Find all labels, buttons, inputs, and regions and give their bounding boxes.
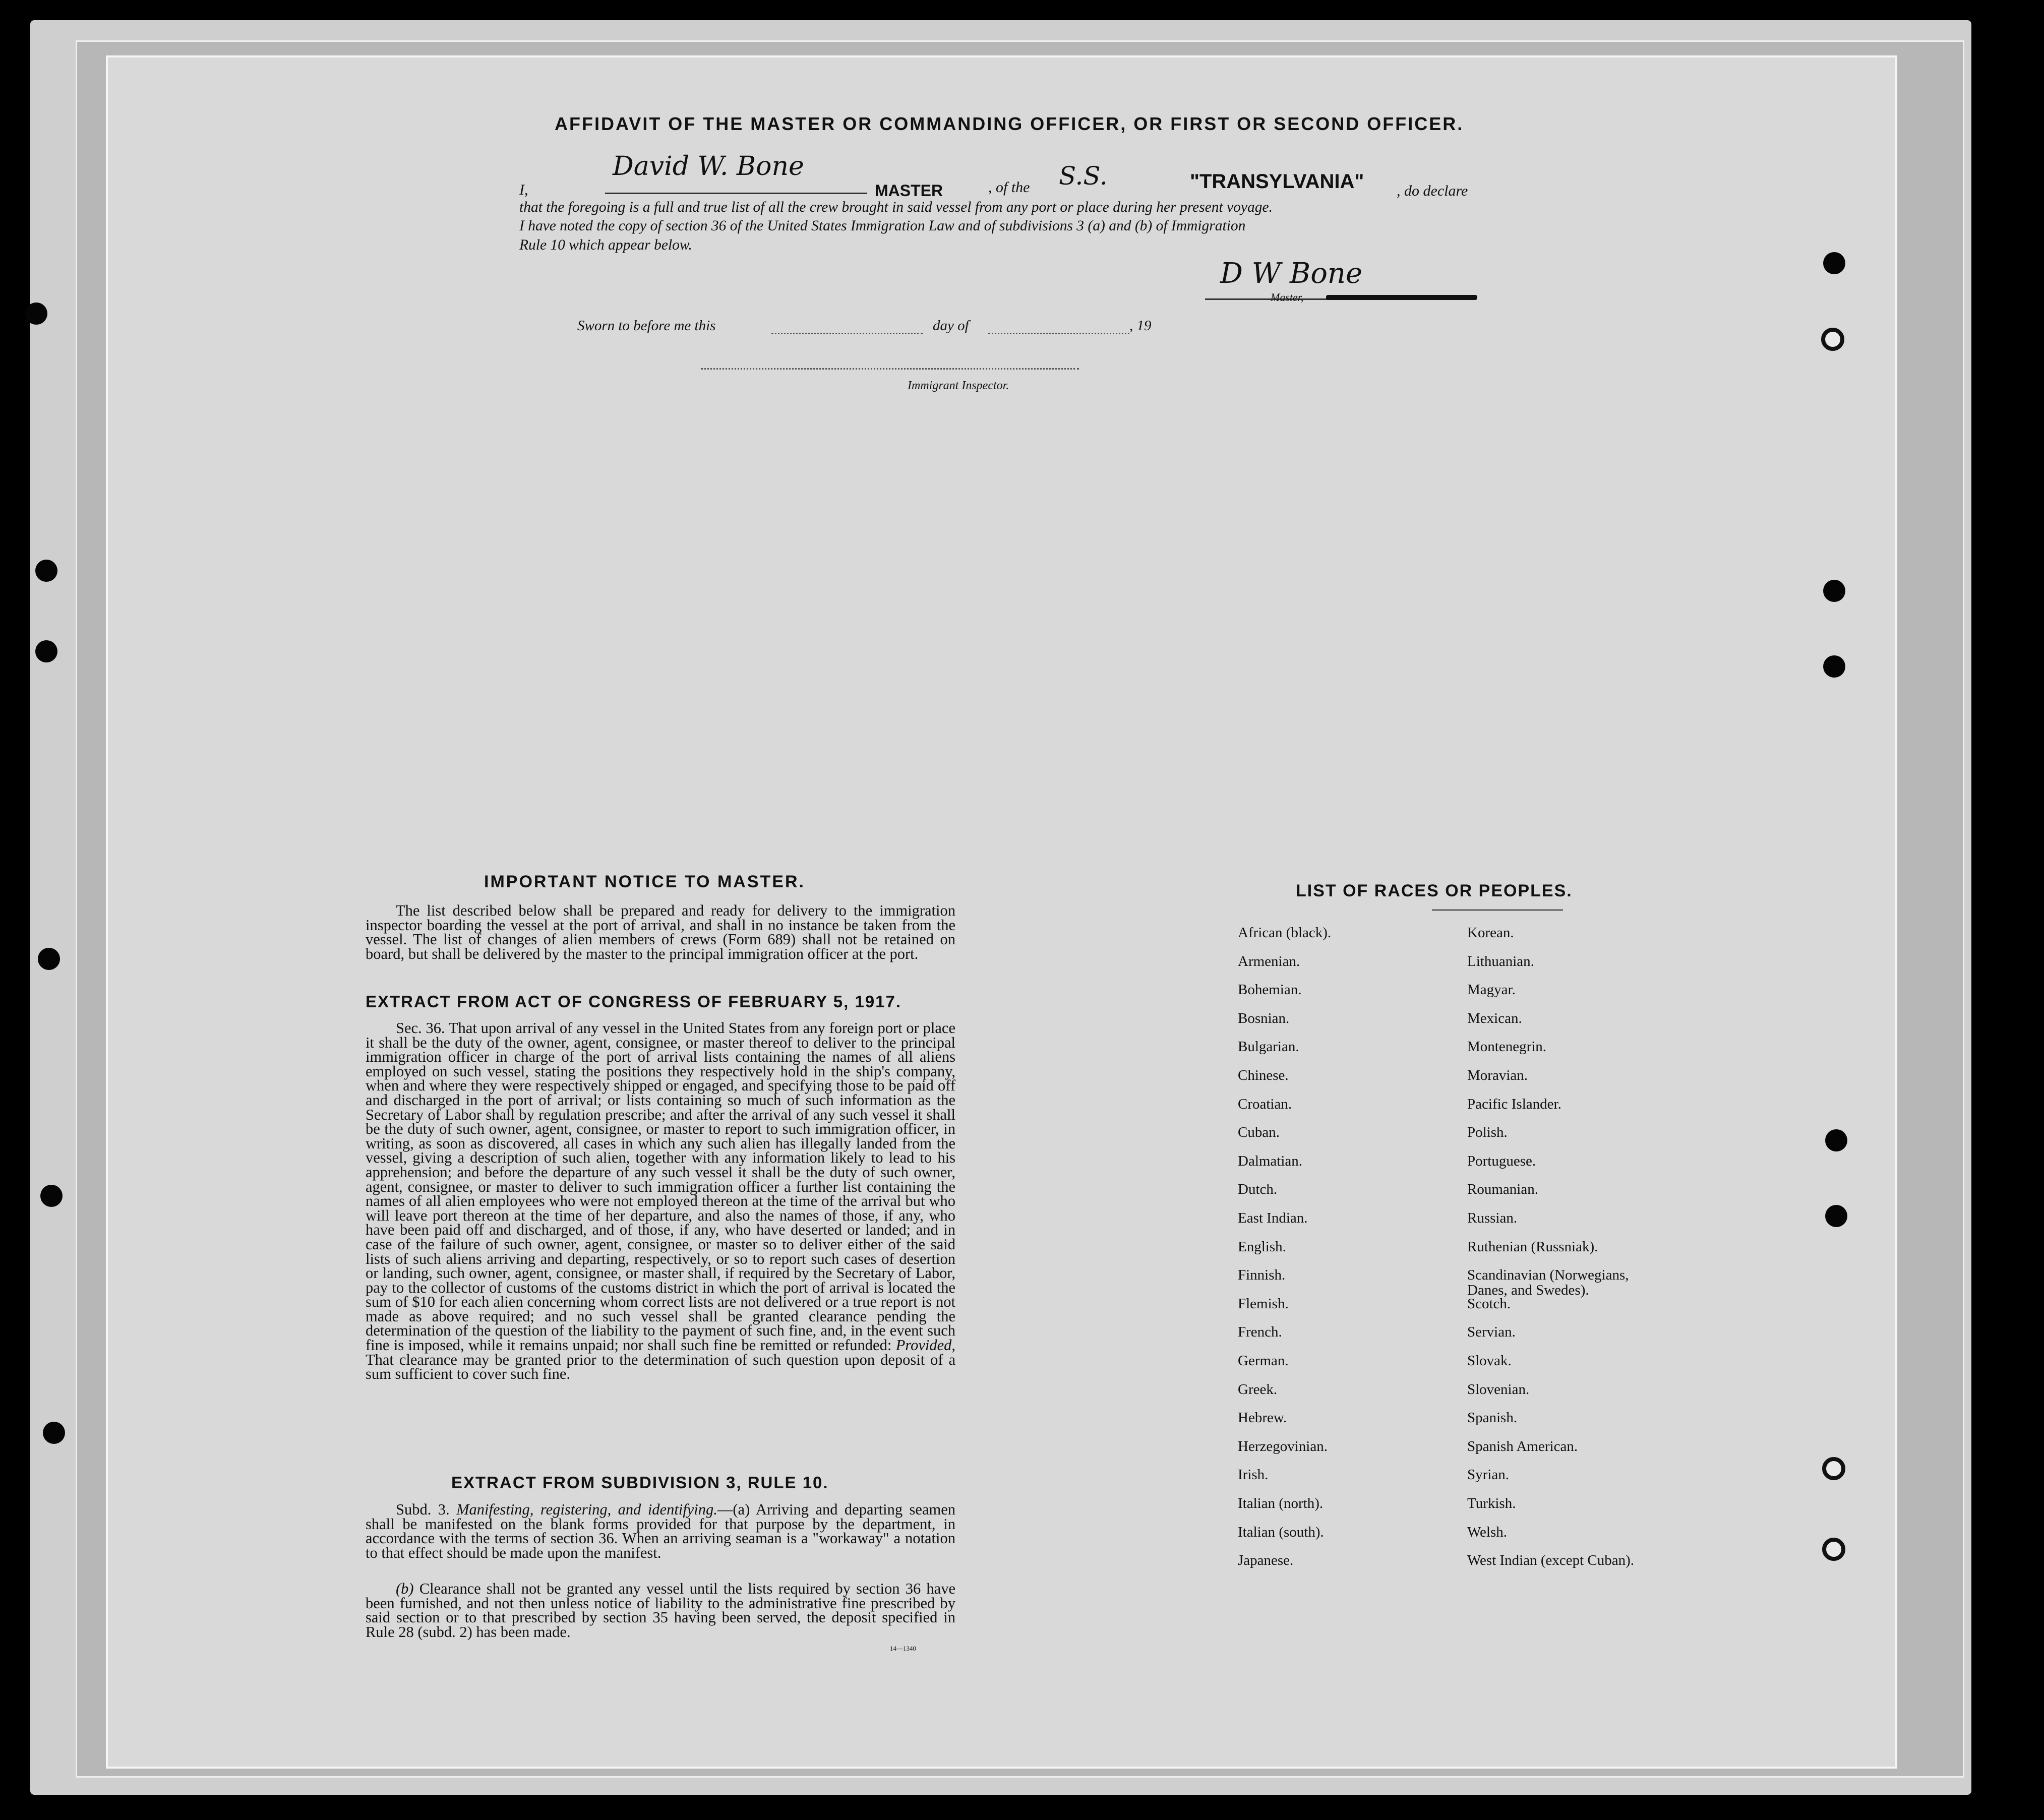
subd-heading: Manifesting, registering, and identifying. — [456, 1501, 717, 1518]
inspector-caption: Immigrant Inspector. — [908, 379, 1009, 392]
rule-para-a — [366, 1502, 955, 1560]
race-item: Finnish. — [1238, 1267, 1286, 1284]
race-item: Lithuanian. — [1467, 953, 1534, 969]
declare-text: , do declare — [1397, 183, 1468, 199]
race-item: Ruthenian (Russniak). — [1467, 1238, 1598, 1255]
affidavit-pronoun: I, — [519, 181, 528, 198]
race-item: French. — [1238, 1324, 1282, 1341]
race-item: West Indian (except Cuban). — [1467, 1552, 1635, 1569]
race-item: Montenegrin. — [1467, 1039, 1547, 1055]
race-item: Syrian. — [1467, 1467, 1509, 1483]
officer-signature: D W Bone — [1220, 257, 1363, 290]
race-item: Mexican. — [1467, 1010, 1522, 1026]
punch-hole — [35, 640, 57, 662]
race-item: Dalmatian. — [1238, 1152, 1303, 1169]
affidavit-line-2: that the foregoing is a full and true list of all the crew brought in said vessel from any port or place during her present voyage. — [519, 199, 1273, 215]
punch-hole — [35, 560, 57, 582]
races-title: LIST OF RACES OR PEOPLES. — [1296, 881, 1573, 900]
notice-title: IMPORTANT NOTICE TO MASTER. — [484, 872, 805, 891]
day-of-text: day of — [933, 318, 969, 334]
subd-text-b: Clearance shall not be granted any vessel until the lists required by section 36 have been furnished, and not then unless notice of liability to the administrative fine prescribed by said section or to that prescribed by section 35 having been served, the deposit specified in Rule 28 (subd. 2) has been made. — [366, 1580, 956, 1641]
race-item: Bosnian. — [1238, 1010, 1290, 1026]
affidavit-line-3: I have noted the copy of section 36 of the United States Immigration Law and of subdivisions 3 (a) and (b) of Immigration — [519, 218, 1246, 234]
race-item: Greek. — [1238, 1381, 1278, 1398]
rule-para-b — [366, 1582, 955, 1639]
punch-hole — [43, 1422, 65, 1444]
punch-hole — [25, 302, 47, 325]
of-the-text: , of the — [988, 179, 1030, 196]
race-item: Servian. — [1467, 1324, 1516, 1341]
para-b-label: (b) — [396, 1580, 414, 1597]
race-item: Scandinavian (Norwegians, Danes, and Swedes). — [1467, 1267, 1629, 1299]
race-item: Irish. — [1238, 1467, 1269, 1483]
month-blank — [988, 333, 1129, 334]
race-item: Roumanian. — [1467, 1181, 1538, 1198]
punch-hole — [1822, 1457, 1845, 1480]
race-item: Spanish. — [1467, 1410, 1518, 1426]
affidavit-title: AFFIDAVIT OF THE MASTER OR COMMANDING OFFICER, OR FIRST OR SECOND OFFICER. — [555, 113, 1464, 134]
race-item: Scotch. — [1467, 1295, 1511, 1312]
race-item: Bulgarian. — [1238, 1039, 1299, 1055]
punch-hole — [1821, 328, 1844, 351]
form-number: 14—1340 — [890, 1645, 916, 1652]
race-item: Armenian. — [1238, 953, 1300, 969]
punch-hole — [1823, 252, 1845, 274]
race-item: Dutch. — [1238, 1181, 1278, 1198]
race-item: Flemish. — [1238, 1295, 1289, 1312]
section-text: That upon arrival of any vessel in the United States from any foreign port or place it shall be the duty of the owner, agent, consignee, or master thereof to deliver to the principal immigration officer in charge of the port of arrival lists containing the names of all aliens employed on such vessel, stating the positions they respectively hold in the ship's company, when and where they were respectively shipped or engaged, and specifying those to be paid off and discharged in the port of arrival; or lists containing so much of such information as the Secretary of Labor shall by regulation prescribe; and after the arrival of any such vessel it shall be the duty of such owner, agent, consignee, or master to report to such immigration officer, in writing, as soon as discovered, all cases in which any such alien has illegally landed from the vessel, giving a description of such alien, together with any information likely to lead to his apprehension; and before the departure of any such vessel it shall be the duty of such owner, agent, consignee, or master to deliver to such immigration officer a further list containing the names of all alien employees who were not employed thereon at the time of the arrival but who will leave port thereon at the time of her departure, and also the names of those, if any, who have been paid off and discharged, and of those, if any, who have deserted or landed; and in case of the failure of such owner, agent, consignee, or master so to deliver either of the said lists of such aliens arriving and departing, respectively, or so to report such cases of desertion or landing, such owner, agent, consignee, or master shall, if required by the Secretary of Labor, pay to the collector of customs of the customs district in which the port of arrival is located the sum of $10 for each alien concerning whom correct lists are not delivered or a true report is not made as above required; and no such vessel shall be granted clearance pending the determination of the question of the liability to the payment of such fine, and, in the event such fine is imposed, while it remains unpaid; nor shall such fine be remitted or refunded: — [366, 1019, 955, 1354]
race-item: Italian (south). — [1238, 1524, 1324, 1540]
section-label: Sec. 36. — [396, 1019, 445, 1037]
race-item: Slovak. — [1467, 1353, 1512, 1369]
act-body — [366, 1021, 955, 1381]
race-item: Croatian. — [1238, 1096, 1292, 1112]
provided-word: Provided, — [895, 1337, 955, 1354]
punch-hole — [38, 948, 60, 970]
races-title-rule — [1432, 909, 1563, 911]
race-item: Korean. — [1467, 925, 1514, 941]
race-item: East Indian. — [1238, 1210, 1308, 1226]
affidavit-line-4: Rule 10 which appear below. — [519, 237, 692, 253]
act-title: EXTRACT FROM ACT OF CONGRESS OF FEBRUARY 5, 1917. — [366, 992, 902, 1011]
race-item: Bohemian. — [1238, 982, 1302, 998]
race-item: English. — [1238, 1238, 1286, 1255]
race-item: German. — [1238, 1353, 1289, 1369]
race-item: Welsh. — [1467, 1524, 1508, 1540]
race-item: Hebrew. — [1238, 1410, 1287, 1426]
section-text-end: That clearance may be granted prior to the determination of such question upon deposit of a sum sufficient to cover such fine. — [366, 1351, 955, 1383]
notice-body: The list described below shall be prepared and ready for delivery to the immigration inspector boarding the vessel at the port of arrival, and shall in no instance be taken from the vessel. The list of changes of alien members of crews (Form 689) shall not be retained on board, but shall be delivered by the master to the principal immigration officer at the port. — [366, 902, 955, 962]
race-item: Cuban. — [1238, 1124, 1280, 1141]
race-item: Chinese. — [1238, 1067, 1289, 1083]
race-item: Turkish. — [1467, 1495, 1516, 1511]
race-item: Magyar. — [1467, 982, 1516, 998]
race-item: Japanese. — [1238, 1552, 1294, 1569]
race-item: Polish. — [1467, 1124, 1508, 1141]
rule-title: EXTRACT FROM SUBDIVISION 3, RULE 10. — [451, 1473, 829, 1492]
punch-hole — [1823, 655, 1845, 678]
punch-hole — [40, 1185, 63, 1207]
rank-label: MASTER — [875, 181, 943, 200]
race-item: Slovenian. — [1467, 1381, 1530, 1398]
race-item: Spanish American. — [1467, 1438, 1578, 1454]
subd-text-a: —(a) Arriving and departing seamen shall be manifested on the blank forms provided for that purpose by the department, in accordance with the terms of section 36. When an arriving seaman is a "workaway" a notation to that effect should be made upon the manifest. — [366, 1501, 955, 1561]
race-item: Italian (north). — [1238, 1495, 1324, 1511]
punch-hole — [1825, 1205, 1847, 1227]
punch-hole — [1823, 580, 1845, 602]
race-item: Russian. — [1467, 1210, 1518, 1226]
punch-hole — [1825, 1129, 1847, 1151]
vessel-prefix: S.S. — [1059, 161, 1108, 191]
race-item: Herzegovinian. — [1238, 1438, 1328, 1454]
race-item: Moravian. — [1467, 1067, 1528, 1083]
signature-line — [605, 193, 867, 194]
subd-label: Subd. 3. — [396, 1501, 450, 1518]
vessel-name: "TRANSYLVANIA" — [1190, 170, 1364, 193]
sworn-text: Sworn to before me this — [577, 318, 716, 334]
master-caption: Master, — [1271, 291, 1304, 304]
punch-hole — [1822, 1538, 1845, 1561]
inspector-signature-blank — [701, 368, 1079, 370]
struck-out-text — [1326, 295, 1477, 300]
race-item: Pacific Islander. — [1467, 1096, 1561, 1112]
race-item: African (black). — [1238, 925, 1332, 941]
day-blank — [771, 333, 923, 334]
year-prefix: , 19 — [1129, 318, 1152, 334]
master-signature: David W. Bone — [613, 151, 804, 181]
race-item: Portuguese. — [1467, 1152, 1536, 1169]
